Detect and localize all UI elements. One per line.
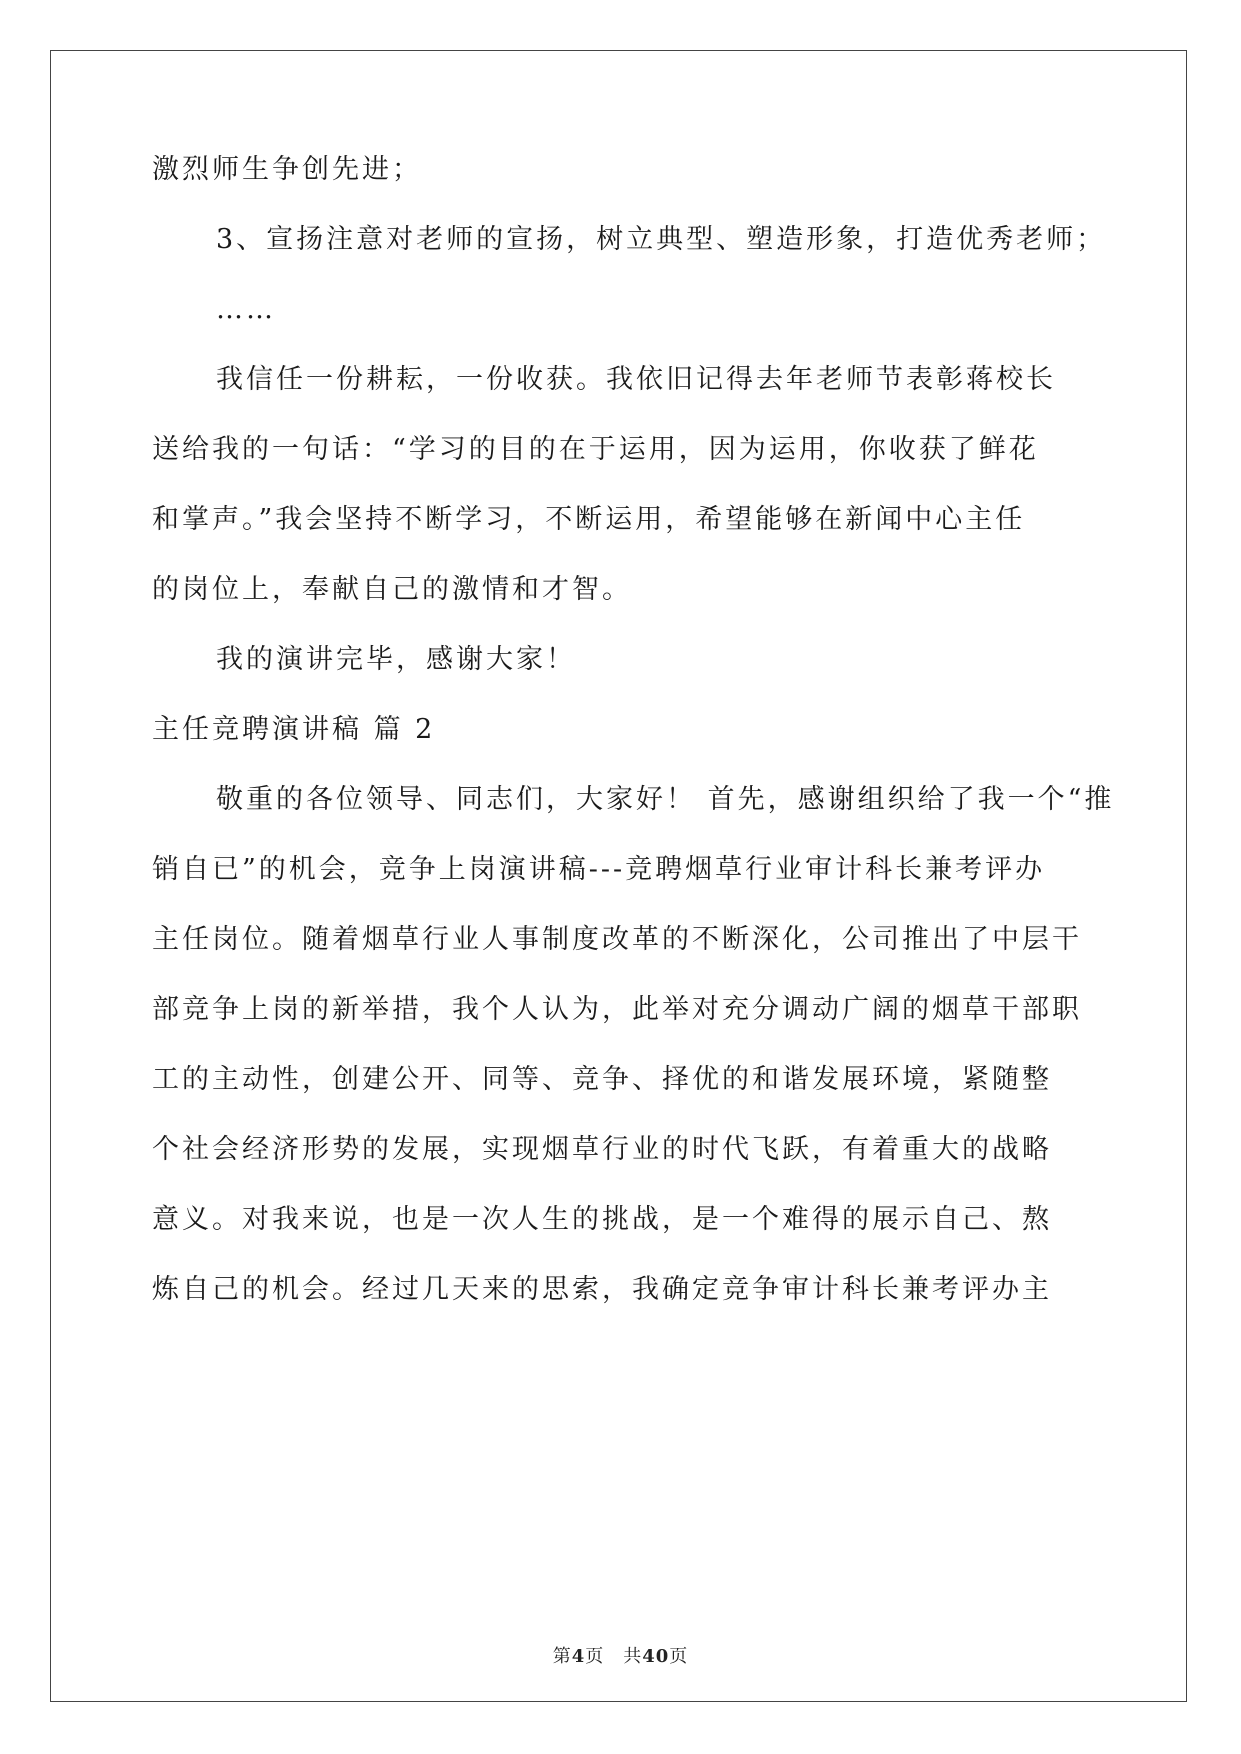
total-page-count: 40 (642, 1646, 670, 1667)
text-line: 工的主动性，创建公开、同等、竞争、择优的和谐发展环境，紧随整 (152, 1064, 1052, 1095)
text-line: 部竞争上岗的新举措，我个人认为，此举对充分调动广阔的烟草干部职 (152, 994, 1082, 1025)
footer-prefix: 第 (552, 1646, 572, 1667)
text-line: 销自已”的机会，竞争上岗演讲稿---竞聘烟草行业审计科长兼考评办 (152, 854, 1046, 885)
text-line: 激烈师生争创先进； (152, 154, 422, 185)
text-line: 意义。对我来说，也是一次人生的挑战，是一个难得的展示自己、熬 (152, 1204, 1052, 1235)
text-line: 的岗位上，奉献自己的激情和才智。 (152, 574, 632, 605)
text-line: 我的演讲完毕，感谢大家！ (216, 644, 576, 675)
text-line: 敬重的各位领导、同志们，大家好！ 首先，感谢组织给了我一个“推 (216, 784, 1115, 815)
text-line: 个社会经济形势的发展，实现烟草行业的时代飞跃，有着重大的战略 (152, 1134, 1052, 1165)
text-line: …… (216, 294, 276, 325)
page-footer (0, 1642, 1241, 1668)
text-line: 送给我的一句话：“学习的目的在于运用，因为运用，你收获了鲜花 (152, 434, 1039, 465)
text-line: 3、宣扬注意对老师的宣扬，树立典型、塑造形象，打造优秀老师； (216, 224, 1107, 255)
section-heading: 主任竞聘演讲稿 篇 2 (152, 714, 436, 745)
text-line: 和掌声。”我会坚持不断学习，不断运用，希望能够在新闻中心主任 (152, 504, 1026, 535)
footer-mid: 页 共 (585, 1646, 643, 1667)
footer-suffix: 页 (669, 1646, 689, 1667)
text-line: 炼自己的机会。经过几天来的思索，我确定竞争审计科长兼考评办主 (152, 1274, 1052, 1305)
text-line: 主任岗位。随着烟草行业人事制度改革的不断深化，公司推出了中层干 (152, 924, 1082, 955)
current-page-number: 4 (571, 1646, 586, 1667)
text-line: 我信任一份耕耘，一份收获。我依旧记得去年老师节表彰蒋校长 (216, 364, 1056, 395)
